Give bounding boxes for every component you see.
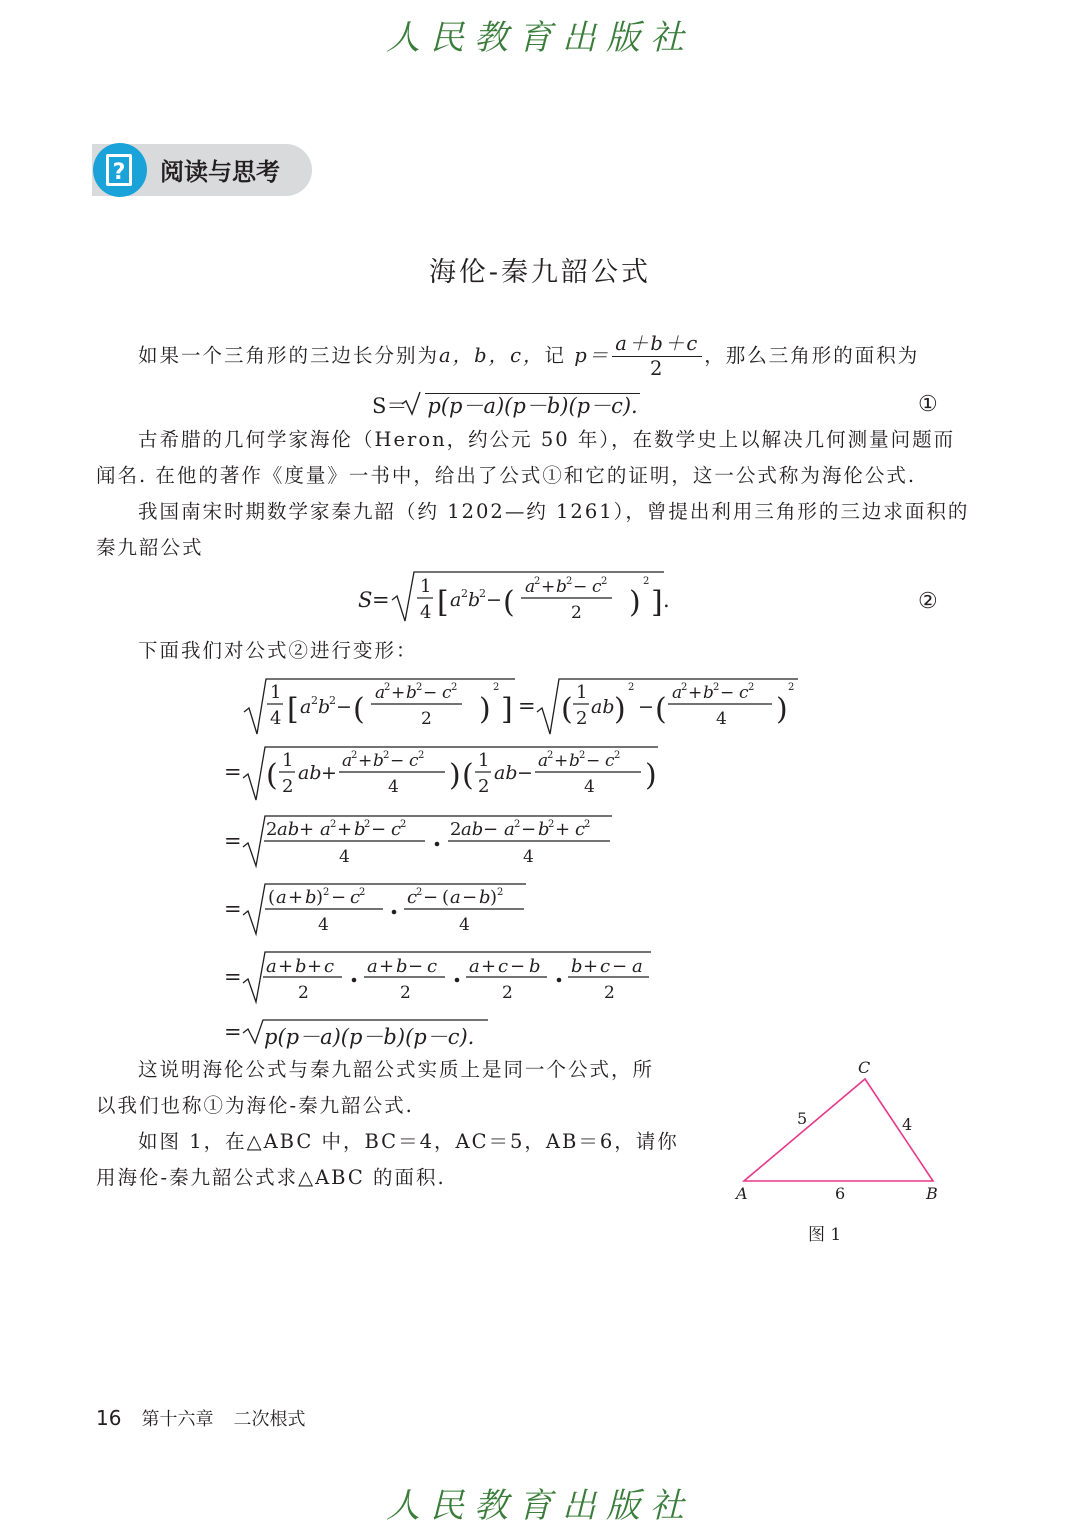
svg-text:4: 4 — [270, 708, 282, 729]
svg-text:+: + — [555, 819, 571, 840]
svg-text:2: 2 — [421, 709, 432, 729]
svg-text:1: 1 — [282, 750, 294, 771]
svg-text:=: = — [224, 1020, 242, 1044]
article-title: 海伦-秦九韶公式 — [428, 257, 652, 288]
svg-text:2: 2 — [566, 576, 573, 587]
svg-text:(: ( — [503, 585, 515, 620]
vertex-a-label: A — [736, 1184, 748, 1203]
svg-text:=: = — [224, 965, 242, 989]
svg-text:(: ( — [442, 887, 450, 908]
svg-text:): ) — [490, 887, 498, 908]
para-5-line-2: 以我们也称①为海伦-秦九韶公式. — [96, 1094, 414, 1117]
para-6-line-1: 如图 1，在△ABC 中，BC＝4，AC＝5，AB＝6，请你 — [138, 1130, 679, 1153]
svg-text:): ) — [316, 887, 324, 908]
svg-text:−: − — [486, 589, 502, 611]
svg-text:4: 4 — [584, 777, 595, 797]
svg-text:2: 2 — [579, 750, 586, 761]
svg-text:2: 2 — [614, 750, 621, 761]
svg-text:+: + — [307, 956, 323, 977]
para-1-after: ，那么三角形的面积为 — [704, 344, 920, 367]
svg-text:−: − — [336, 696, 352, 718]
svg-text:2: 2 — [502, 983, 513, 1003]
svg-text:−: − — [423, 887, 439, 908]
svg-text:a: a — [538, 751, 549, 771]
svg-text:): ) — [449, 758, 461, 793]
svg-text:−: − — [720, 683, 735, 703]
svg-text:b: b — [571, 956, 583, 977]
svg-text:=: = — [224, 829, 242, 853]
svg-text:4: 4 — [716, 709, 727, 729]
svg-text:a: a — [300, 696, 312, 718]
svg-text:−: − — [331, 887, 347, 908]
svg-text:[: [ — [287, 692, 299, 727]
svg-text:a: a — [320, 819, 331, 840]
svg-text:4: 4 — [339, 847, 350, 867]
svg-text:1: 1 — [478, 750, 490, 771]
svg-text:+: + — [541, 577, 556, 597]
svg-text:2: 2 — [416, 887, 423, 898]
badge-label: 阅读与思考 — [160, 158, 280, 186]
svg-text:c: c — [575, 819, 586, 840]
svg-text:2: 2 — [329, 694, 336, 707]
svg-text:c: c — [407, 887, 418, 908]
svg-text:+: + — [554, 751, 569, 771]
svg-text:b: b — [406, 683, 417, 703]
svg-text:1: 1 — [420, 576, 432, 597]
side-ab-length: 6 — [835, 1184, 846, 1203]
svg-text:2: 2 — [643, 576, 650, 587]
svg-text:−: − — [517, 762, 533, 784]
svg-text:a: a — [367, 956, 378, 977]
svg-text:b: b — [569, 751, 580, 771]
svg-text:c: c — [605, 751, 615, 771]
svg-text:+: + — [583, 956, 599, 977]
svg-text:ab: ab — [277, 819, 300, 840]
svg-text:): ) — [645, 758, 657, 793]
svg-text:2: 2 — [497, 887, 504, 898]
svg-text:=: = — [224, 760, 242, 784]
para-2-line-2: 闻名. 在他的著作《度量》一书中，给出了公式①和它的证明，这一公式称为海伦公式. — [96, 464, 917, 487]
svg-text:−: − — [408, 956, 424, 977]
svg-text:(: ( — [655, 692, 667, 727]
p-fraction-den: 2 — [650, 357, 665, 380]
svg-text:+: + — [278, 956, 294, 977]
svg-text:a: a — [375, 683, 386, 703]
svg-text:c: c — [409, 751, 419, 771]
svg-text:2: 2 — [713, 682, 720, 693]
svg-text:c: c — [442, 683, 452, 703]
svg-text:): ) — [629, 585, 641, 620]
svg-text:b: b — [468, 589, 481, 611]
svg-text:2: 2 — [451, 682, 458, 693]
svg-text:]: ] — [651, 585, 663, 620]
svg-text:a: a — [672, 683, 683, 703]
svg-text:2: 2 — [351, 750, 358, 761]
svg-text:2: 2 — [330, 819, 337, 830]
svg-text:b: b — [556, 577, 567, 597]
svg-text:c: c — [498, 956, 509, 977]
svg-text:4: 4 — [318, 915, 329, 935]
para-2-line-1: 古希腊的几何学家海伦（Heron，约公元 50 年），在数学史上以解决几何测量问题而 — [138, 428, 956, 451]
svg-text:.: . — [663, 588, 670, 612]
svg-text:2: 2 — [384, 682, 391, 693]
svg-text:−: − — [462, 887, 478, 908]
svg-text:−: − — [573, 577, 588, 597]
svg-text:2: 2 — [282, 776, 294, 797]
svg-text:2: 2 — [461, 587, 468, 600]
svg-text:+: + — [481, 956, 497, 977]
svg-text:1: 1 — [576, 682, 588, 703]
svg-text:4: 4 — [459, 915, 470, 935]
svg-text:1: 1 — [270, 682, 282, 703]
svg-text:a: a — [525, 577, 536, 597]
vertex-c-label: C — [858, 1058, 871, 1077]
svg-text:2: 2 — [478, 776, 490, 797]
svg-text:2: 2 — [748, 682, 755, 693]
heron-radicand: p(p－a)(p－b)(p－c). — [427, 394, 638, 418]
svg-text:[: [ — [437, 585, 449, 620]
svg-text:ab: ab — [461, 819, 484, 840]
svg-text:+: + — [391, 683, 406, 703]
svg-text:−: − — [510, 956, 526, 977]
svg-text:(: ( — [268, 887, 276, 908]
derivation-final: p(p－a)(p－b)(p－c). — [264, 1025, 475, 1049]
svg-text:2: 2 — [628, 682, 635, 693]
para-3-line-1: 我国南宋时期数学家秦九韶（约 1202—约 1261），曾提出利用三角形的三边求面积的 — [138, 500, 970, 523]
page-footer — [96, 1405, 305, 1431]
svg-text:2: 2 — [311, 694, 318, 707]
svg-text:a: a — [266, 956, 277, 977]
svg-text:a: a — [450, 887, 461, 908]
publisher-header: 人民教育出版社 — [386, 18, 694, 58]
p-symbol: p＝ — [574, 344, 611, 367]
svg-text:(: ( — [266, 758, 278, 793]
svg-text:b: b — [703, 683, 714, 703]
svg-text:2: 2 — [266, 819, 278, 840]
svg-text:a: a — [342, 751, 353, 771]
chapter-label: 第十六章 — [141, 1409, 214, 1430]
svg-text:+: + — [299, 819, 315, 840]
svg-text:2: 2 — [534, 576, 541, 587]
svg-text:b: b — [538, 819, 550, 840]
svg-text:−: − — [638, 696, 654, 718]
svg-text:a: a — [504, 819, 515, 840]
svg-text:b: b — [479, 887, 491, 908]
svg-text:b: b — [305, 887, 317, 908]
svg-text:+: + — [688, 683, 703, 703]
svg-text:+: + — [358, 751, 373, 771]
svg-text:=: = — [372, 588, 390, 612]
para-1-note: 记 — [544, 344, 567, 367]
svg-text:ab: ab — [591, 696, 615, 718]
svg-text:+: + — [321, 762, 337, 784]
svg-text:c: c — [391, 819, 402, 840]
svg-text:a: a — [469, 956, 480, 977]
side-ac-length: 5 — [797, 1109, 808, 1128]
svg-text:c: c — [600, 956, 611, 977]
svg-text:c: c — [592, 577, 602, 597]
svg-text:b: b — [354, 819, 366, 840]
svg-text:=: = — [224, 897, 242, 921]
svg-text:2: 2 — [400, 983, 411, 1003]
svg-text:(: ( — [561, 692, 573, 727]
para-4: 下面我们对公式②进行变形： — [138, 639, 418, 662]
svg-text:2: 2 — [584, 819, 591, 830]
svg-text:b: b — [295, 956, 307, 977]
svg-text:c: c — [350, 887, 361, 908]
svg-text:2: 2 — [298, 983, 309, 1003]
svg-text:−: − — [586, 751, 601, 771]
svg-text:2: 2 — [383, 750, 390, 761]
para-1-vars: a，b，c， — [439, 344, 545, 367]
svg-text:4: 4 — [420, 602, 432, 623]
svg-text:2: 2 — [548, 819, 555, 830]
svg-text:−: − — [483, 819, 499, 840]
svg-text:2: 2 — [479, 587, 486, 600]
svg-text:b: b — [318, 696, 331, 718]
svg-text:S: S — [358, 588, 373, 612]
svg-text:2: 2 — [571, 603, 582, 623]
svg-text:): ) — [479, 692, 491, 727]
svg-text:−: − — [390, 751, 405, 771]
page-number: 16 — [96, 1406, 122, 1430]
svg-text:4: 4 — [523, 847, 534, 867]
svg-text:2: 2 — [450, 819, 462, 840]
svg-text:c: c — [427, 956, 438, 977]
svg-text:(: ( — [353, 692, 365, 727]
para-5-line-1: 这说明海伦公式与秦九韶公式实质上是同一个公式，所 — [138, 1058, 655, 1081]
svg-text:−: − — [371, 819, 387, 840]
svg-text:+: + — [288, 887, 304, 908]
formula-tag-2: ② — [918, 589, 938, 614]
para-6-line-2: 用海伦-秦九韶公式求△ABC 的面积. — [96, 1166, 446, 1189]
svg-text:2: 2 — [364, 819, 371, 830]
svg-text:2: 2 — [601, 576, 608, 587]
svg-text:2: 2 — [323, 887, 330, 898]
publisher-footer: 人民教育出版社 — [386, 1486, 694, 1526]
heron-lhs: S＝ — [372, 394, 408, 418]
svg-text:2: 2 — [493, 682, 500, 693]
svg-text:a: a — [276, 887, 287, 908]
svg-text:+: + — [337, 819, 353, 840]
svg-text:2: 2 — [788, 682, 795, 693]
svg-text:2: 2 — [576, 708, 588, 729]
svg-text:2: 2 — [400, 819, 407, 830]
svg-text:4: 4 — [388, 777, 399, 797]
svg-text:−: − — [423, 683, 438, 703]
svg-text:b: b — [529, 956, 541, 977]
side-bc-length: 4 — [902, 1115, 913, 1134]
svg-text:?: ? — [112, 160, 126, 185]
svg-text:a: a — [632, 956, 643, 977]
svg-text:=: = — [518, 694, 536, 718]
svg-text:): ) — [776, 692, 788, 727]
svg-text:2: 2 — [681, 682, 688, 693]
svg-text:a: a — [450, 589, 462, 611]
svg-text:c: c — [739, 683, 749, 703]
svg-text:b: b — [373, 751, 384, 771]
svg-text:2: 2 — [514, 819, 521, 830]
svg-text:2: 2 — [359, 887, 366, 898]
svg-text:2: 2 — [547, 750, 554, 761]
svg-text:+: + — [379, 956, 395, 977]
figure-caption: 图 1 — [808, 1225, 842, 1245]
svg-text:ab: ab — [494, 762, 518, 784]
para-3-line-2: 秦九韶公式 — [96, 536, 204, 559]
svg-text:]: ] — [501, 692, 513, 727]
section-label: 二次根式 — [233, 1409, 306, 1430]
svg-text:ab: ab — [298, 762, 322, 784]
svg-text:2: 2 — [416, 682, 423, 693]
svg-text:c: c — [324, 956, 335, 977]
svg-text:−: − — [521, 819, 537, 840]
svg-text:): ) — [614, 692, 626, 727]
para-1-text: 如果一个三角形的三边长分别为 — [138, 344, 440, 367]
svg-text:2: 2 — [604, 983, 615, 1003]
svg-text:(: ( — [462, 758, 474, 793]
vertex-b-label: B — [926, 1184, 938, 1203]
formula-tag-1: ① — [918, 392, 938, 417]
p-fraction-num: a＋b＋c — [612, 332, 702, 357]
svg-text:2: 2 — [418, 750, 425, 761]
svg-text:−: − — [612, 956, 628, 977]
svg-text:b: b — [396, 956, 408, 977]
